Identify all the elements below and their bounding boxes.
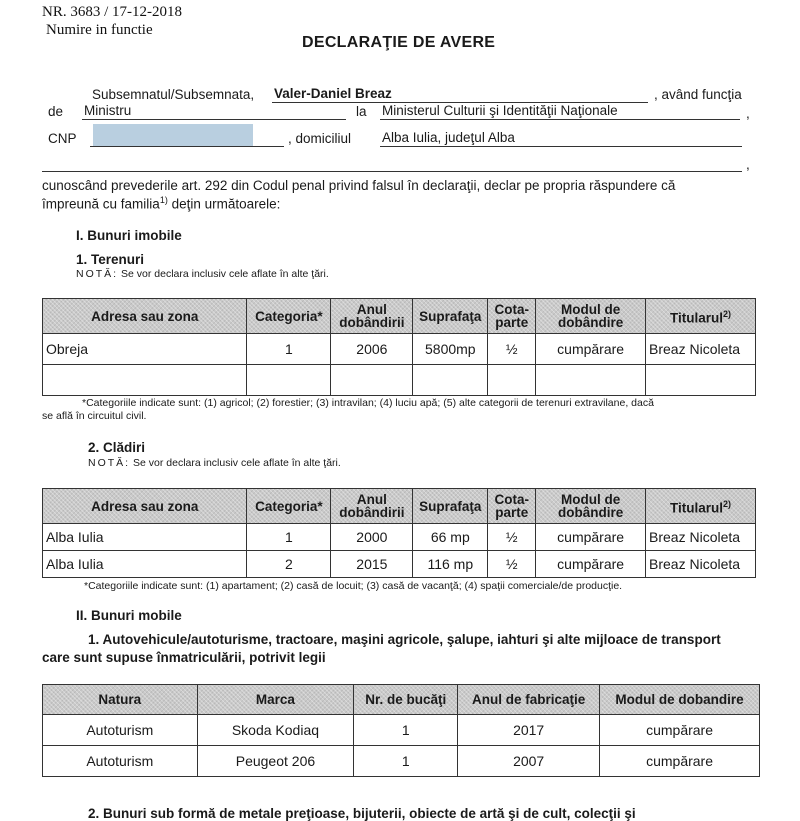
- table-header-row: [43, 685, 760, 715]
- land-table: [42, 298, 756, 396]
- subsection-heading-buildings: 2. Clădiri: [88, 440, 146, 455]
- statement-line-1: cunoscând prevederile art. 292 din Codul penal privind falsul în declaraţii, declar pe propria răspundere că: [42, 178, 676, 193]
- intro-label: Subsemnatul/Subsemnata,: [92, 87, 255, 102]
- table-row: Autoturism Peugeot 206 1 2007 cumpărare: [43, 746, 760, 777]
- land-footnote-cont: se află în circuitul civil.: [42, 410, 147, 422]
- table-header-row: [43, 299, 756, 334]
- header-acquisition-mode: Modul de dobandire: [600, 685, 760, 715]
- vehicles-table: [42, 684, 760, 777]
- table-row: Autoturism Skoda Kodiaq 1 2017 cumpărare: [43, 715, 760, 746]
- land-footnote: *Categoriile indicate sunt: (1) agricol; (2) forestier; (3) intravilan; (4) luciu apă; (5) alte categorii de terenuri extravilane, dacă: [82, 397, 654, 409]
- name-value: Valer-Daniel Breaz: [274, 86, 392, 101]
- la-label: la: [356, 104, 367, 119]
- land-note: NOTĂ: Se vor declara inclusiv cele aflate în alte ţări.: [76, 268, 329, 280]
- domicile-continuation-line: [42, 155, 742, 172]
- institution-field: [380, 103, 740, 120]
- header-brand: Marca: [197, 685, 354, 715]
- comma: ,: [746, 106, 750, 121]
- header-area: Suprafaţa: [413, 489, 488, 524]
- document-title: DECLARAŢIE DE AVERE: [302, 34, 496, 51]
- domicile-field: [380, 130, 742, 147]
- de-label: de: [48, 104, 64, 119]
- header-owner: Titularul$^{2)}$: [646, 299, 756, 334]
- header-acquisition-mode: Modul de dobândire: [536, 489, 646, 524]
- section-heading-movable: II. Bunuri mobile: [76, 608, 182, 623]
- header-count: Nr. de bucăţi: [354, 685, 458, 715]
- domicile-label: , domiciliul: [288, 131, 352, 146]
- buildings-footnote: *Categoriile indicate sunt: (1) apartament; (2) casă de locuit; (3) casă de vacanţă; (4) spaţii comerciale/de producţie.: [84, 580, 623, 592]
- subsection-heading-vehicles-cont: care sunt supuse înmatriculării, potrivit legii: [42, 650, 326, 665]
- header-share: Cota- parte: [488, 489, 536, 524]
- subsection-heading-valuables-partial: 2. Bunuri sub formă de metale preţioase, bijuterii, obiecte de artă şi de cult, colecţii şi: [88, 806, 636, 821]
- table-row: [43, 365, 756, 396]
- function-value: Ministru: [84, 103, 132, 118]
- document-number: NR. 3683 / 17-12-2018: [42, 4, 182, 20]
- domicile-value: Alba Iulia, judeţul Alba: [382, 130, 515, 145]
- table-row: Obreja 1 2006 5800mp ½ cumpărare Breaz Nicoleta: [43, 334, 756, 365]
- header-type: Natura: [43, 685, 198, 715]
- cnp-label: CNP: [48, 131, 77, 146]
- institution-value: Ministerul Culturii şi Identităţii Naţionale: [382, 103, 618, 118]
- name-field: [272, 86, 648, 103]
- table-row: Alba Iulia 2 2015 116 mp ½ cumpărare Breaz Nicoleta: [43, 551, 756, 578]
- header-address: Adresa sau zona: [43, 489, 247, 524]
- buildings-table: [42, 488, 756, 578]
- header-year: Anul dobândirii: [331, 489, 413, 524]
- subsection-heading-vehicles: 1. Autovehicule/autoturisme, tractoare, maşini agricole, şalupe, iahturi şi alte mijloace de transport: [88, 632, 721, 647]
- function-field: [82, 103, 346, 120]
- header-owner: Titularul$^{2)}$: [646, 489, 756, 524]
- header-manufacture-year: Anul de fabricaţie: [458, 685, 600, 715]
- header-share: Cota- parte: [488, 299, 536, 334]
- cnp-redacted: [93, 124, 253, 146]
- header-category: Categoria*: [247, 489, 331, 524]
- header-year: Anul dobândirii: [331, 299, 413, 334]
- table-header-row: [43, 489, 756, 524]
- header-address: Adresa sau zona: [43, 299, 247, 334]
- comma: ,: [746, 157, 750, 172]
- subsection-heading-land: 1. Terenuri: [76, 252, 145, 267]
- document-type: Numire in functie: [46, 22, 153, 38]
- buildings-note: NOTĂ: Se vor declara inclusiv cele aflate în alte ţări.: [88, 457, 341, 469]
- header-acquisition-mode: Modul de dobândire: [536, 299, 646, 334]
- function-label: , având funcţia: [654, 87, 742, 102]
- statement-line-2: împreună cu familia$^{1)}$ deţin următoarele:: [42, 195, 281, 212]
- header-area: Suprafaţa: [413, 299, 488, 334]
- section-heading-immovable: I. Bunuri imobile: [76, 228, 182, 243]
- table-row: Alba Iulia 1 2000 66 mp ½ cumpărare Breaz Nicoleta: [43, 524, 756, 551]
- header-category: Categoria*: [247, 299, 331, 334]
